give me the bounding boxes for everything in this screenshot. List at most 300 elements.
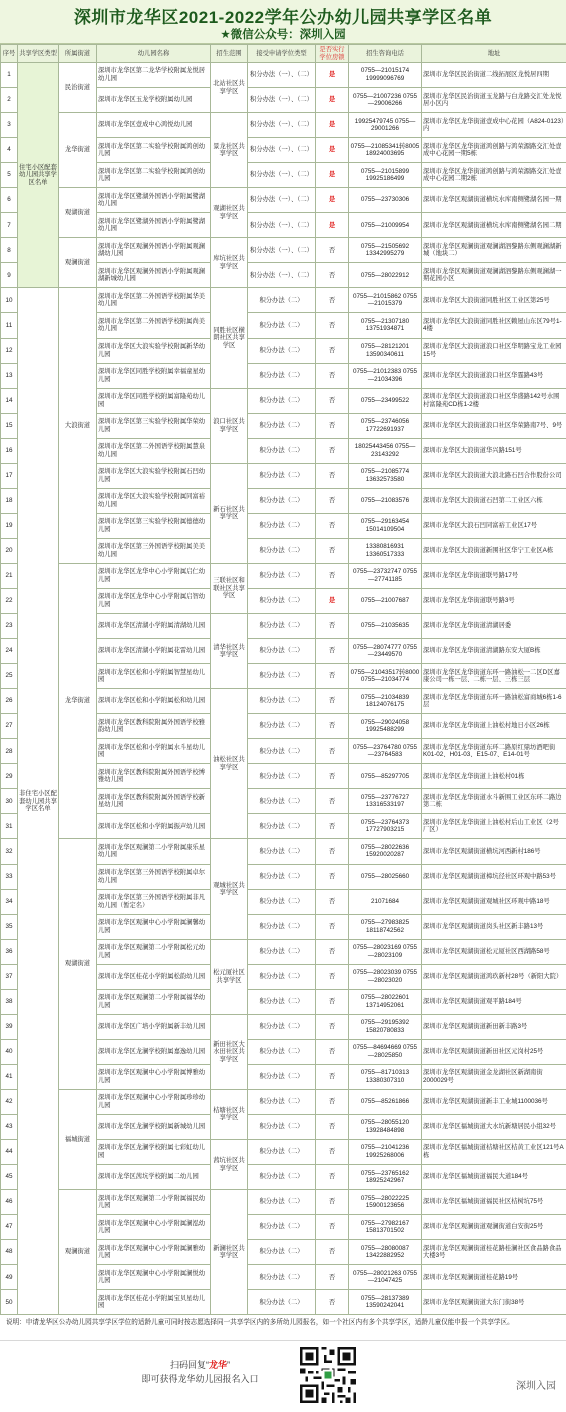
kindergarten-name: 深圳市龙华区清湖小学附属花雷幼儿园: [97, 639, 211, 664]
lock-status: 否: [316, 964, 349, 989]
application-type: 积分办法（一）、（二）: [248, 88, 316, 113]
phone-number: 0755—21085774 13632573580: [349, 463, 422, 488]
application-type: 积分办法（二）: [248, 764, 316, 789]
address: 深圳市龙华区观澜街道大东门街38号: [422, 1290, 566, 1315]
row-number: 4: [1, 138, 18, 163]
table-row: [1, 563, 566, 588]
kindergarten-name: 深圳市龙华区松和小学附属水斗星幼儿园: [97, 739, 211, 764]
address: 深圳市龙华区观湖街道横坑水库南侧鹭湖名园二期: [422, 213, 566, 238]
share-type-cell: 住宅小区配套幼儿园共享学区名单: [18, 63, 59, 288]
application-type: 积分办法（一）、（二）: [248, 238, 316, 263]
enrollment-area-cell: 油松社区共享学区: [211, 689, 248, 839]
address: 深圳市龙华区龙华街道清湖路东安大厦B栋: [422, 639, 566, 664]
lock-status: 否: [316, 1240, 349, 1265]
phone-number: 0755—28023039 0755—28023020: [349, 964, 422, 989]
phone-number: 0755—85261866: [349, 1089, 422, 1114]
qr-code-icon[interactable]: [300, 1347, 356, 1403]
phone-number: 0755—28121201 13590340611: [349, 338, 422, 363]
lock-status: 否: [316, 814, 349, 839]
row-number: 2: [1, 88, 18, 113]
address: 深圳市龙华区龙华街道东环一路油松富商城6栋1-6层: [422, 689, 566, 714]
kindergarten-name: 深圳市龙华区第三外国语学校附属美美幼儿园: [97, 538, 211, 563]
address: 深圳市龙华区大浪街道浪口社区华明路宝龙工业园15号: [422, 338, 566, 363]
row-number: 44: [1, 1140, 18, 1165]
lock-status: 否: [316, 614, 349, 639]
application-type: 积分办法（一）、（二）: [248, 63, 316, 88]
lock-status: 否: [316, 488, 349, 513]
row-number: 3: [1, 113, 18, 138]
address: 深圳市龙华区福城街道福民大道184号: [422, 1165, 566, 1190]
application-type: 积分办法（二）: [248, 1064, 316, 1089]
kindergarten-name: 深圳市龙华区第三外国语学校附属卓尔幼儿园: [97, 864, 211, 889]
enrollment-area-cell: 新石社区共享学区: [211, 463, 248, 563]
application-type: 积分办法（二）: [248, 939, 316, 964]
row-number: 19: [1, 513, 18, 538]
phone-number: 0755—28025660: [349, 864, 422, 889]
row-number: 25: [1, 664, 18, 689]
lock-status: 否: [316, 664, 349, 689]
row-number: 24: [1, 639, 18, 664]
lock-status: 否: [316, 739, 349, 764]
kindergarten-name: 深圳市龙华区第二龙华学校附属龙悦居幼儿园: [97, 63, 211, 88]
kindergarten-name: 深圳市龙华区龙澜学校附属新城幼儿园: [97, 1114, 211, 1139]
application-type: 积分办法（二）: [248, 839, 316, 864]
phone-number: 0755—28022912: [349, 263, 422, 288]
application-type: 积分办法（一）、（二）: [248, 263, 316, 288]
scan-suffix: ”: [227, 1360, 230, 1370]
lock-status: 否: [316, 1114, 349, 1139]
lock-status: 否: [316, 338, 349, 363]
address: 深圳市龙华区大浪街道浪口社区华霆路43号: [422, 363, 566, 388]
table-row: [1, 288, 566, 313]
footnote: 说明：申请龙华区公办幼儿园共享学区学位的适龄儿童可同时按志愿选择同一共享学区内的多所幼儿园报名，如一个社区内有多个共享学区，适龄儿童仅能申报一个共享学区。: [0, 1315, 566, 1341]
share-type-cell: 非住宅小区配套幼儿园共享学区名单: [18, 288, 59, 1315]
kindergarten-name: 深圳市龙华区观澜第二小学附属康乐星幼儿园: [97, 839, 211, 864]
row-number: 10: [1, 288, 18, 313]
lock-status: 否: [316, 889, 349, 914]
address: 深圳市龙华区龙华街道清湖居委: [422, 614, 566, 639]
lock-status: 否: [316, 839, 349, 864]
address: 深圳市龙华区龙华街道联号路17号: [422, 563, 566, 588]
lock-status: 是: [316, 188, 349, 213]
kindergarten-name: 深圳市龙华区观澜中心小学附属澜泓幼儿园: [97, 1215, 211, 1240]
column-header-area: 招生范围: [211, 45, 248, 63]
enrollment-area-cell: 新田社区大水田社区共享学区: [211, 1014, 248, 1089]
enrollment-area-cell: 观城社区共享学区: [211, 839, 248, 939]
application-type: 积分办法（二）: [248, 1114, 316, 1139]
table-row: [1, 238, 566, 263]
phone-number: 0755—23732747 0755—27741185: [349, 563, 422, 588]
enrollment-area-cell: 清华社区共享学区: [211, 614, 248, 689]
table-row: [1, 188, 566, 213]
lock-status: 否: [316, 1290, 349, 1315]
application-type: 积分办法（二）: [248, 664, 316, 689]
address: 深圳市龙华区大浪街道同胜社区赖屋山东区79号1-4楼: [422, 313, 566, 338]
phone-number: 0755—21012383 0755—21034396: [349, 363, 422, 388]
address: 深圳市龙华区观澜街道观澜街道白安街25号: [422, 1215, 566, 1240]
address: 深圳市龙华区大浪街道同胜社区工业区第25号: [422, 288, 566, 313]
address: 深圳市龙华区观湖街道金龙湖社区新湖南街2000029号: [422, 1064, 566, 1089]
lock-status: 否: [316, 438, 349, 463]
row-number: 28: [1, 739, 18, 764]
enrollment-area-cell: 观湖社区共享学区: [211, 188, 248, 238]
enrollment-area-cell: 库坑社区共享学区: [211, 238, 248, 288]
lock-status: 否: [316, 413, 349, 438]
phone-number: 0755—29163454 15014109504: [349, 513, 422, 538]
application-type: 积分办法（二）: [248, 1240, 316, 1265]
application-type: 积分办法（二）: [248, 914, 316, 939]
column-header-street: 所属街道: [59, 45, 97, 63]
lock-status: 否: [316, 939, 349, 964]
application-type: 积分办法（二）: [248, 1140, 316, 1165]
kindergarten-name: 深圳市龙华区观澜中心小学附属澜雅幼儿园: [97, 1240, 211, 1265]
lock-status: 是: [316, 138, 349, 163]
lock-status: 否: [316, 388, 349, 413]
phone-number: 0755—28080087 13422882952: [349, 1240, 422, 1265]
address: 深圳市龙华区龙华街道水斗新围工业区东环二路边第二栋: [422, 789, 566, 814]
address: 深圳市龙华区龙华街道东环二路原红鼎坊酒吧街K01-02、H01-03、E15-07、E14-01号: [422, 739, 566, 764]
lock-status: 否: [316, 288, 349, 313]
lock-status: 否: [316, 313, 349, 338]
row-number: 47: [1, 1215, 18, 1240]
row-number: 20: [1, 538, 18, 563]
lock-status: 否: [316, 1140, 349, 1165]
row-number: 9: [1, 263, 18, 288]
address: 深圳市龙华区观澜街道观澜湖泗黎路东侧观澜湖新城（地块二）: [422, 238, 566, 263]
row-number: 37: [1, 964, 18, 989]
phone-number: 0755—28074777 0755—23449570: [349, 639, 422, 664]
address: 深圳市龙华区民治街道二线拓展区龙悦居四期: [422, 63, 566, 88]
kindergarten-name: 深圳市龙华区第三实验学校附属德德幼儿园: [97, 513, 211, 538]
row-number: 29: [1, 764, 18, 789]
phone-number: 0755—23764780 0755—23764583: [349, 739, 422, 764]
phone-number: 0755—23776727 13316533197: [349, 789, 422, 814]
kindergarten-name: 深圳市龙华区桂花小学附属松韵幼儿园: [97, 964, 211, 989]
footer: [0, 1341, 566, 1412]
application-type: 积分办法（二）: [248, 388, 316, 413]
kindergarten-name: 深圳市龙华区观澜外国语小学附属观澜湖新城幼儿园: [97, 263, 211, 288]
page-title: 深圳市龙华区2021-2022学年公办幼儿园共享学区名单: [73, 8, 493, 27]
kindergarten-name: 深圳市龙华区同胜学校附属幸福童星幼儿园: [97, 363, 211, 388]
column-header-name: 幼儿园名称: [97, 45, 211, 63]
street-cell: 大浪街道: [59, 288, 97, 564]
application-type: 积分办法（二）: [248, 413, 316, 438]
application-type: 积分办法（二）: [248, 1190, 316, 1215]
row-number: 41: [1, 1064, 18, 1089]
column-header-address: 地址: [422, 45, 566, 63]
row-number: 38: [1, 989, 18, 1014]
column-header-phone: 招生咨询电话: [349, 45, 422, 63]
phone-number: 0755—84694669 0755—28025850: [349, 1039, 422, 1064]
address: 深圳市龙华区龙华街道上油松村地日小区26栋: [422, 714, 566, 739]
lock-status: 否: [316, 363, 349, 388]
address: 深圳市龙华区龙华街道联号路3号: [422, 588, 566, 613]
lock-status: 否: [316, 1014, 349, 1039]
phone-number: 0755—21307180 13751934871: [349, 313, 422, 338]
phone-number: 0755—21034839 18124076175: [349, 689, 422, 714]
row-number: 46: [1, 1190, 18, 1215]
address: 深圳市龙华区龙华街道壹成中心花园（A824-0123）内: [422, 113, 566, 138]
application-type: 积分办法（二）: [248, 363, 316, 388]
column-header-no: 序号: [1, 45, 18, 63]
kindergarten-name: 深圳市龙华区广培小学附属新丰幼儿园: [97, 1014, 211, 1039]
kindergarten-name: 深圳市龙华区松和小学附属智慧星幼儿园: [97, 664, 211, 689]
address: 深圳市龙华区龙华街道鸿创路与鸿荣源路交汇处壹成中心花园一期5栋: [422, 138, 566, 163]
table-row: [1, 1089, 566, 1114]
application-type: 积分办法（二）: [248, 614, 316, 639]
lock-status: 否: [316, 463, 349, 488]
lock-status: 否: [316, 789, 349, 814]
address: 深圳市龙华区观湖街道横坑水库南侧鹭湖名园一期: [422, 188, 566, 213]
address: 深圳市龙华区大浪街道新围社区华宁工业区A栋: [422, 538, 566, 563]
application-type: 积分办法（二）: [248, 488, 316, 513]
phone-number: 0755—28137389 13590242041: [349, 1290, 422, 1315]
application-type: 积分办法（二）: [248, 313, 316, 338]
row-number: 30: [1, 789, 18, 814]
row-number: 5: [1, 163, 18, 188]
address: 深圳市龙华区福城街道大水坑新塘居民小组32号: [422, 1114, 566, 1139]
address: 深圳市龙华区观湖街道新田新丰路3号: [422, 1014, 566, 1039]
phone-number: 0755—23730306: [349, 188, 422, 213]
lock-status: 否: [316, 238, 349, 263]
application-type: 积分办法（二）: [248, 288, 316, 313]
application-type: 积分办法（二）: [248, 1014, 316, 1039]
row-number: 22: [1, 588, 18, 613]
application-type: 积分办法（二）: [248, 989, 316, 1014]
phone-number: 0755—28023169 0755—28023109: [349, 939, 422, 964]
phone-number: 18025443456 0755—23143292: [349, 438, 422, 463]
street-cell: 龙华街道: [59, 113, 97, 188]
application-type: 积分办法（二）: [248, 513, 316, 538]
phone-number: 13380816931 13360517333: [349, 538, 422, 563]
kindergarten-name: 深圳市龙华区第二实验学校附属鸿创幼儿园: [97, 138, 211, 163]
scan-line-1: [120, 1359, 280, 1373]
phone-number: 0755—23764373 17727903215: [349, 814, 422, 839]
application-type: 积分办法（二）: [248, 1165, 316, 1190]
kindergarten-name: 深圳市龙华区鹭湖外国语小学附属鹭湖幼儿园: [97, 213, 211, 238]
application-type: 积分办法（二）: [248, 689, 316, 714]
lock-status: 否: [316, 764, 349, 789]
phone-number: 0755—21007687: [349, 588, 422, 613]
application-type: 积分办法（一）、（二）: [248, 138, 316, 163]
application-type: 积分办法（二）: [248, 538, 316, 563]
table-row: [1, 839, 566, 864]
kindergarten-name: 深圳市龙华区观澜中心小学附属澜悦幼儿园: [97, 1265, 211, 1290]
address: 深圳市龙华区观湖街道横坑河西新村186号: [422, 839, 566, 864]
address: 深圳市龙华区大浪街道石凹第二工业区六栋: [422, 488, 566, 513]
address: 深圳市龙华区观湖街道樟坑径社区环观中路53号: [422, 864, 566, 889]
phone-number: 0755—27982167 15813701502: [349, 1215, 422, 1240]
phone-number: 0755—29195392 15820780833: [349, 1014, 422, 1039]
enrollment-area-cell: 景龙社区共享学区: [211, 113, 248, 188]
address: 深圳市龙华区观湖街道观平路184号: [422, 989, 566, 1014]
row-number: 7: [1, 213, 18, 238]
kindergarten-name: 深圳市龙华区茜坑学校附属二幼儿园: [97, 1165, 211, 1190]
address: 深圳市龙华区民治街道玉龙路与白龙路交汇处龙悦居小区内: [422, 88, 566, 113]
row-number: 40: [1, 1039, 18, 1064]
kindergarten-name: 深圳市龙华区观澜第二小学附属福民幼儿园: [97, 1190, 211, 1215]
address: 深圳市龙华区观澜街道桂花路19号: [422, 1265, 566, 1290]
kindergarten-name: 深圳市龙华区第二外国语学校附属慧泉幼儿园: [97, 438, 211, 463]
row-number: 8: [1, 238, 18, 263]
row-number: 42: [1, 1089, 18, 1114]
application-type: 积分办法（二）: [248, 814, 316, 839]
phone-number: 0755—28055120 13928484898: [349, 1114, 422, 1139]
enrollment-area-cell: 浪口社区共享学区: [211, 388, 248, 463]
row-number: 18: [1, 488, 18, 513]
row-number: 49: [1, 1265, 18, 1290]
application-type: 积分办法（二）: [248, 563, 316, 588]
table-row: [1, 63, 566, 88]
kindergarten-name: 深圳市龙华区鹭湖外国语小学附属鹭湖幼儿园: [97, 188, 211, 213]
brand-watermark: 深圳入园: [516, 1381, 556, 1392]
kindergarten-name: 深圳市龙华区第三实验学校附属华荣幼儿园: [97, 413, 211, 438]
lock-status: 否: [316, 1064, 349, 1089]
address: 深圳市龙华区大浪街道浪口社区华盛路142号水围村富隆苑CD栋1-2楼: [422, 388, 566, 413]
lock-status: 否: [316, 1165, 349, 1190]
application-type: 积分办法（二）: [248, 338, 316, 363]
kindergarten-table: [0, 44, 566, 1315]
address: 深圳市龙华区观湖街道岗头社区新丰路13号: [422, 914, 566, 939]
lock-status: 否: [316, 513, 349, 538]
row-number: 26: [1, 689, 18, 714]
kindergarten-name: 深圳市龙华区龙华中心小学附属启智幼儿园: [97, 588, 211, 613]
address: 深圳市龙华区龙华街道鸿创路与鸿荣源路交汇处壹成中心花园二期2栋: [422, 163, 566, 188]
row-number: 48: [1, 1240, 18, 1265]
application-type: 积分办法（一）、（二）: [248, 213, 316, 238]
application-type: 积分办法（二）: [248, 739, 316, 764]
kindergarten-name: 深圳市龙华区同胜学校附属富隆苑幼儿园: [97, 388, 211, 413]
lock-status: 否: [316, 864, 349, 889]
lock-status: 否: [316, 714, 349, 739]
phone-number: 0755—27983825 18118742562: [349, 914, 422, 939]
lock-status: 是: [316, 113, 349, 138]
street-cell: 龙华街道: [59, 563, 97, 839]
phone-number: 0755—29024058 19925488299: [349, 714, 422, 739]
kindergarten-name: 深圳市龙华区第二实验学校附属鸿创幼儿园: [97, 163, 211, 188]
phone-number: 0755—21009954: [349, 213, 422, 238]
table-row: [1, 1190, 566, 1215]
kindergarten-name: 深圳市龙华区松和小学附属松和幼儿园: [97, 689, 211, 714]
phone-number: 0755—21083576: [349, 488, 422, 513]
application-type: 积分办法（二）: [248, 714, 316, 739]
row-number: 32: [1, 839, 18, 864]
row-number: 34: [1, 889, 18, 914]
phone-number: 0755—23746056 17722691937: [349, 413, 422, 438]
application-type: 积分办法（二）: [248, 889, 316, 914]
street-cell: 观湖街道: [59, 188, 97, 238]
column-header-type: 共享学区类型: [18, 45, 59, 63]
address: 深圳市龙华区龙华街道东环一路油松一二区D区嘉康公司一栋一层、二栋一层、三栋三层: [422, 664, 566, 689]
row-number: 31: [1, 814, 18, 839]
enrollment-area-cell: 北站社区共享学区: [211, 63, 248, 113]
lock-status: 否: [316, 914, 349, 939]
enrollment-area-cell: 桔塘社区共享学区: [211, 1089, 248, 1139]
kindergarten-name: 深圳市龙华区壹成中心鸿悦幼儿园: [97, 113, 211, 138]
header-banner: [0, 0, 566, 44]
kindergarten-name: 深圳市龙华区教科院附属外国语学校雅韵幼儿园: [97, 714, 211, 739]
kindergarten-name: 深圳市龙华区第二外国语学校附属华美幼儿园: [97, 288, 211, 313]
application-type: 积分办法（二）: [248, 588, 316, 613]
lock-status: 是: [316, 213, 349, 238]
lock-status: 是: [316, 88, 349, 113]
lock-status: 否: [316, 1190, 349, 1215]
kindergarten-name: 深圳市龙华区大浪实验学校附属石凹幼儿园: [97, 463, 211, 488]
row-number: 36: [1, 939, 18, 964]
address: 深圳市龙华区大浪街道大浪北路石凹合作股份公司: [422, 463, 566, 488]
enrollment-area-cell: 松元厦社区共享学区: [211, 939, 248, 1014]
scan-prefix: 扫码回复“: [169, 1360, 209, 1370]
row-number: 16: [1, 438, 18, 463]
address: 深圳市龙华区福城街道桔塘社区桔黄工业区121号A栋: [422, 1140, 566, 1165]
lock-status: 否: [316, 263, 349, 288]
lock-status: 否: [316, 1039, 349, 1064]
kindergarten-name: 深圳市龙华区清湖小学附属清湖幼儿园: [97, 614, 211, 639]
row-number: 13: [1, 363, 18, 388]
lock-status: 是: [316, 588, 349, 613]
kindergarten-name: 深圳市龙华区观澜中心小学附属澜馨幼儿园: [97, 914, 211, 939]
row-number: 33: [1, 864, 18, 889]
row-number: 39: [1, 1014, 18, 1039]
kindergarten-name: 深圳市龙华区观澜外国语小学附属观澜湖幼儿园: [97, 238, 211, 263]
address: 深圳市龙华区观湖街道新丰工业城1100036号: [422, 1089, 566, 1114]
lock-status: 否: [316, 1215, 349, 1240]
kindergarten-name: 深圳市龙华区观澜第二小学附属福华幼儿园: [97, 989, 211, 1014]
row-number: 21: [1, 563, 18, 588]
kindergarten-name: 深圳市龙华区教科院附属外国语学校新星幼儿园: [97, 789, 211, 814]
phone-number: 0755—21041236 19925268006: [349, 1140, 422, 1165]
kindergarten-name: 深圳市龙华区龙澜学校附属七彩虹幼儿园: [97, 1140, 211, 1165]
address: 深圳市龙华区观湖街道观城社区环观中路18号: [422, 889, 566, 914]
row-number: 27: [1, 714, 18, 739]
row-number: 6: [1, 188, 18, 213]
enrollment-area-cell: 同胜社区横朗社区共享学区: [211, 288, 248, 388]
street-cell: 福城街道: [59, 1089, 97, 1189]
phone-number: 0755—23765162 18925242967: [349, 1165, 422, 1190]
address: 深圳市龙华区龙华街道上油松村后山工业区（2号厂区）: [422, 814, 566, 839]
kindergarten-name: 深圳市龙华区第二外国语学校附属尚美幼儿园: [97, 313, 211, 338]
row-number: 12: [1, 338, 18, 363]
phone-number: 0755—85297705: [349, 764, 422, 789]
lock-status: 否: [316, 989, 349, 1014]
phone-number: 0755—21015899 19925186499: [349, 163, 422, 188]
street-cell: 观澜街道: [59, 238, 97, 288]
application-type: 积分办法（二）: [248, 1265, 316, 1290]
table-header-row: [1, 45, 566, 63]
address: 深圳市龙华区大浪街道浪口社区华荣路南7号、9号: [422, 413, 566, 438]
address: 深圳市龙华区大浪石凹同富裕工业区17号: [422, 513, 566, 538]
application-type: 积分办法（二）: [248, 789, 316, 814]
phone-number: 0755—81710313 13380307310: [349, 1064, 422, 1089]
kindergarten-name: 深圳市龙华区教科院附属外国语学校博雅幼儿园: [97, 764, 211, 789]
phone-number: 0755—21015174 19999096769: [349, 63, 422, 88]
kindergarten-name: 深圳市龙华区玉龙学校附属幼儿园: [97, 88, 211, 113]
column-header-application: 接受申请学位类型: [248, 45, 316, 63]
table-body: [1, 63, 566, 1315]
application-type: 积分办法（一）、（二）: [248, 163, 316, 188]
application-type: 积分办法（二）: [248, 639, 316, 664]
application-type: 积分办法（二）: [248, 438, 316, 463]
kindergarten-name: 深圳市龙华区大浪实验学校附属同富裕幼儿园: [97, 488, 211, 513]
phone-number: 0755—21035635: [349, 614, 422, 639]
phone-number: 0755—21015862 0755—21015379: [349, 288, 422, 313]
row-number: 43: [1, 1114, 18, 1139]
enrollment-area-cell: 茜坑社区共享学区: [211, 1140, 248, 1190]
kindergarten-name: 深圳市龙华区松和小学附属振声幼儿园: [97, 814, 211, 839]
scan-line-2: 即可获得龙华幼儿园报名入口: [141, 1373, 259, 1384]
kindergarten-name: 深圳市龙华区龙澜学校附属嘉逸幼儿园: [97, 1039, 211, 1064]
page-subtitle: ★微信公众号：深圳入园: [220, 29, 346, 41]
